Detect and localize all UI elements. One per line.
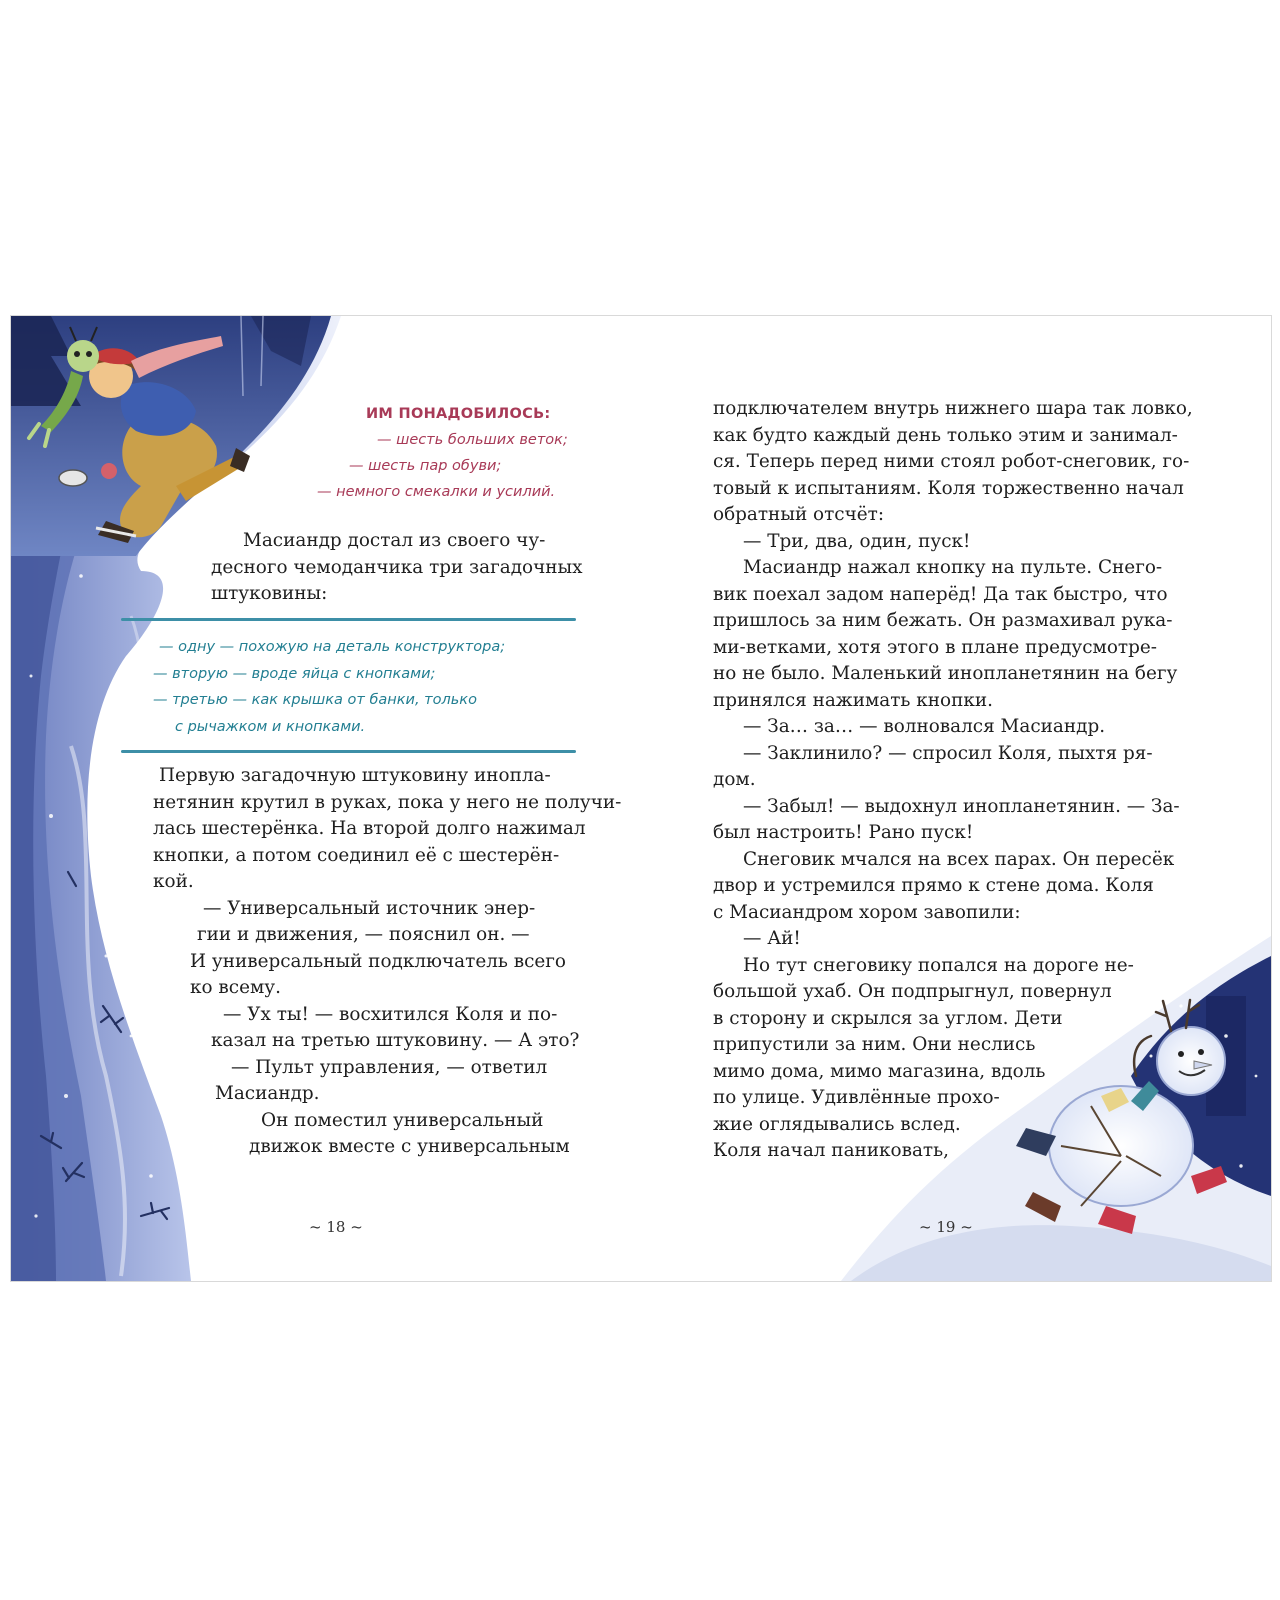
gadget-list <box>153 634 505 740</box>
text-line: десного чемоданчика три загадочных <box>211 556 583 578</box>
text-line: мимо дома, мимо магазина, вдоль <box>713 1060 1046 1082</box>
needed-item: — немного смекалки и усилий. <box>317 484 556 500</box>
text-line: Снеговик мчался на всех парах. Он пересёк <box>743 848 1175 870</box>
text-line: Масиандр достал из своего чу- <box>243 530 546 551</box>
text-line: но не было. Маленький инопланетянин на бегу <box>713 663 1178 684</box>
text-line: был настроить! Рано пуск! <box>713 822 974 843</box>
text-line: нетянин крутил в руках, пока у него не получи- <box>153 791 622 813</box>
text-line: ся. Теперь перед ними стоял робот-снеговик, го- <box>713 451 1190 472</box>
text-line: Он поместил универсальный <box>261 1109 544 1131</box>
text-line: товый к испытаниям. Коля торжественно начал <box>713 477 1184 499</box>
text-line: — Универсальный источник энер- <box>203 897 536 919</box>
text-line: жие оглядывались вслед. <box>713 1113 961 1135</box>
text-line: подключателем внутрь нижнего шара так ловко, <box>713 398 1193 419</box>
left-page <box>11 316 641 1281</box>
paragraph-main <box>11 763 641 1161</box>
book-spread <box>10 315 1272 1282</box>
list-divider-top <box>121 618 576 621</box>
text-line: в сторону и скрылся за углом. Дети <box>713 1007 1063 1029</box>
list-item: с рычажком и кнопками. <box>175 718 366 735</box>
text-line: Масиандр нажал кнопку на пульте. Снего- <box>743 557 1163 578</box>
text-line: обратный отсчёт: <box>713 504 885 525</box>
text-line: Первую загадочную штуковину инопла- <box>159 765 551 786</box>
text-line: Коля начал паниковать, <box>713 1140 949 1161</box>
page-number-right: ~ 19 ~ <box>919 1218 973 1236</box>
text-line: — Заклинило? — спросил Коля, пыхтя ря- <box>743 742 1153 764</box>
right-page <box>641 316 1271 1281</box>
text-line: припустили за ним. Они неслись <box>713 1034 1036 1055</box>
text-line: — Ух ты! — восхитился Коля и по- <box>223 1003 558 1025</box>
text-line: — Ай! <box>743 928 801 949</box>
text-line: кнопки, а потом соединил её с шестерён- <box>153 844 560 866</box>
text-line: — Пульт управления, — ответил <box>231 1056 548 1078</box>
needed-item: — шесть пар обуви; <box>349 458 502 474</box>
paragraph-right <box>713 396 1193 1165</box>
text-line: Но тут снеговику попался на дороге не- <box>743 954 1134 976</box>
needed-item: — шесть больших веток; <box>377 432 568 448</box>
text-line: И универсальный подключатель всего <box>190 950 566 972</box>
text-line: принялся нажимать кнопки. <box>713 689 993 711</box>
paragraph-intro <box>211 528 583 608</box>
text-line: как будто каждый день только этим и занимал- <box>713 424 1178 446</box>
text-line: лась шестерёнка. На второй долго нажимал <box>153 818 586 839</box>
list-item: — вторую — вроде яйца с кнопками; <box>153 665 436 682</box>
text-line: по улице. Удивлённые прохо- <box>713 1087 1000 1108</box>
page-number-left: ~ 18 ~ <box>309 1218 363 1236</box>
text-line: Масиандр. <box>215 1083 320 1104</box>
text-line: большой ухаб. Он подпрыгнул, повернул <box>713 981 1112 1002</box>
text-line: движок вместе с универсальным <box>249 1136 570 1157</box>
text-line: штуковины: <box>211 583 328 604</box>
list-divider-bottom <box>121 750 576 753</box>
text-line: двор и устремился прямо к стене дома. Коля <box>713 875 1154 896</box>
text-line: ко всему. <box>190 977 281 998</box>
text-line: казал на третью штуковину. — А это? <box>211 1030 580 1051</box>
text-line: — Три, два, один, пуск! <box>743 530 971 552</box>
text-line: с Масиандром хором завопили: <box>713 901 1021 923</box>
text-line: ми-ветками, хотя этого в плане предусмотре- <box>713 636 1157 658</box>
text-line: гии и движения, — пояснил он. — <box>197 924 530 945</box>
text-line: — За… за… — волновался Масиандр. <box>743 716 1106 737</box>
needed-title: ИМ ПОНАДОБИЛОСЬ: <box>366 406 551 422</box>
text-line: вик поехал задом наперёд! Да так быстро, что <box>713 583 1168 605</box>
text-line: — Забыл! — выдохнул инопланетянин. — За- <box>743 795 1180 817</box>
text-line: дом. <box>713 769 756 790</box>
list-item: — одну — похожую на деталь конструктора; <box>159 639 506 655</box>
list-item: — третью — как крышка от банки, только <box>153 692 477 708</box>
text-line: кой. <box>153 871 194 892</box>
text-line: пришлось за ним бежать. Он размахивал рука- <box>713 610 1173 631</box>
